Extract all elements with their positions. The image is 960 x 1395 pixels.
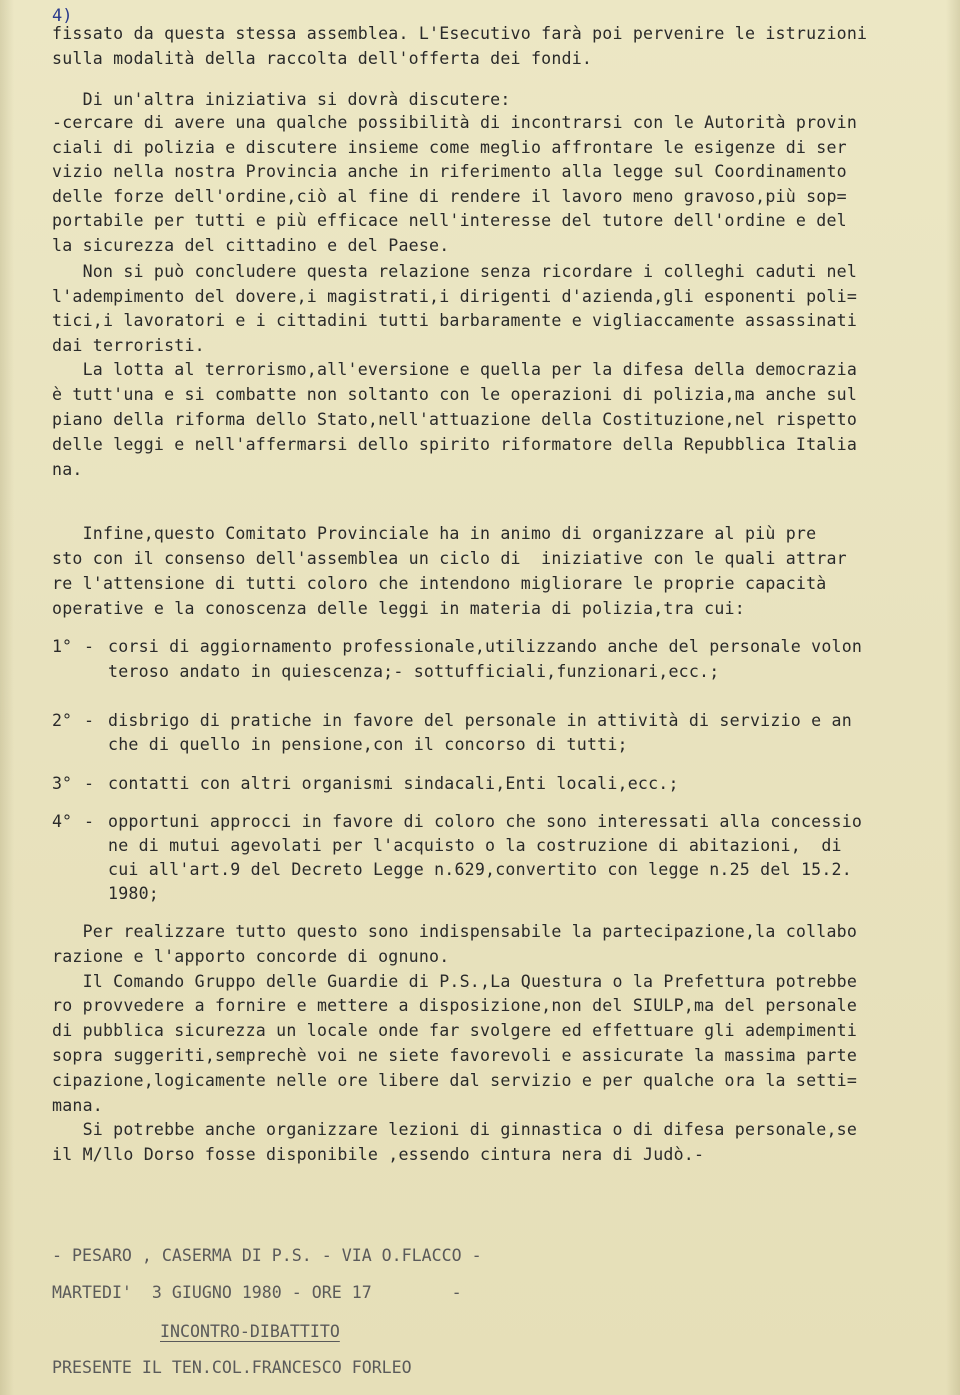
list-item-text: ne di mutui agevolati per l'acquisto o la costruzione di abitazioni, di [108,836,842,855]
list-item-text: cui all'art.9 del Decreto Legge n.629,convertito con legge n.25 del 15.2. [108,860,852,879]
text-line: na. [52,460,83,479]
list-item-number: 2° [52,711,72,730]
text-line: l'adempimento del dovere,i magistrati,i dirigenti d'azienda,gli esponenti poli= [52,287,858,306]
text-line: Il Comando Gruppo delle Guardie di P.S.,La Questura o la Prefettura potrebbe [52,972,858,991]
footer-place: - PESARO , CASERMA DI P.S. - VIA O.FLACCO - [52,1246,482,1265]
text-line: re l'attensione di tutti coloro che intendono migliorare le proprie capacità [52,574,827,593]
list-item-dash: - [84,637,94,656]
list-item-text: 1980; [108,884,159,903]
paper-edge-right [946,0,960,1395]
text-line: operative e la conoscenza delle leggi in materia di polizia,tra cui: [52,599,745,618]
text-line: cipazione,logicamente nelle ore libere dal servizio e per qualche ora la setti= [52,1071,858,1090]
list-item-text: corsi di aggiornamento professionale,utilizzando anche del personale volon [108,637,863,656]
text-line: ro provvedere a fornire e mettere a disposizione,non del SIULP,ma del personale [52,996,858,1015]
text-line: vizio nella nostra Provincia anche in riferimento alla legge sul Coordinamento [52,162,847,181]
footer-event-title: INCONTRO-DIBATTITO [160,1322,340,1341]
list-item-number: 3° [52,774,72,793]
list-item-dash: - [84,711,94,730]
text-line: piano della riforma dello Stato,nell'attuazione della Costituzione,nel rispetto [52,410,858,429]
list-item-text: teroso andato in quiescenza;- sottufficiali,funzionari,ecc.; [108,662,720,681]
text-line: è tutt'una e si combatte non soltanto con le operazioni di polizia,ma anche sul [52,385,858,404]
list-item-text: contatti con altri organismi sindacali,Enti locali,ecc.; [108,774,679,793]
text-line: Infine,questo Comitato Provinciale ha in animo di organizzare al più pre [52,524,817,543]
list-item-number: 1° [52,637,72,656]
text-line: sto con il consenso dell'assemblea un ciclo di iniziative con le quali attrar [52,549,847,568]
text-line: ciali di polizia e discutere insieme come meglio affrontare le esigenze di ser [52,138,847,157]
text-line: Si potrebbe anche organizzare lezioni di ginnastica o di difesa personale,se [52,1120,858,1139]
text-line: portabile per tutti e più efficace nell'interesse del tutore dell'ordine e del [52,211,847,230]
text-line: di pubblica sicurezza un locale onde far svolgere ed effettuare gli adempimenti [52,1021,858,1040]
page-number: 4) [52,6,73,26]
text-line: la sicurezza del cittadino e del Paese. [52,236,450,255]
text-line: delle forze dell'ordine,ciò al fine di rendere il lavoro meno gravoso,più sop= [52,187,847,206]
text-line: mana. [52,1096,103,1115]
text-line: sulla modalità della raccolta dell'offerta dei fondi. [52,49,593,68]
footer-guest: PRESENTE IL TEN.COL.FRANCESCO FORLEO [52,1358,412,1377]
text-line: fissato da questa stessa assemblea. L'Esecutivo farà poi pervenire le istruzioni [52,24,868,43]
list-item-number: 4° [52,812,72,831]
paper-edge-left [0,0,14,1395]
list-item-dash: - [84,774,94,793]
text-line: tici,i lavoratori e i cittadini tutti barbaramente e vigliaccamente assassinati [52,311,858,330]
text-line: -cercare di avere una qualche possibilità di incontrarsi con le Autorità provin [52,113,858,132]
list-item-dash: - [84,812,94,831]
text-line: La lotta al terrorismo,all'eversione e quella per la difesa della democrazia [52,360,858,379]
list-item-text: che di quello in pensione,con il concorso di tutti; [108,735,628,754]
text-line: Di un'altra iniziativa si dovrà discutere: [52,90,511,109]
text-line: razione e l'apporto concorde di ognuno. [52,947,450,966]
text-line: Per realizzare tutto questo sono indispensabile la partecipazione,la collabo [52,922,858,941]
list-item-text: opportuni approcci in favore di coloro che sono interessati alla concessio [108,812,863,831]
text-line: sopra suggeriti,semprechè voi ne siete favorevoli e assicurate la massima parte [52,1046,858,1065]
text-line: Non si può concludere questa relazione senza ricordare i colleghi caduti nel [52,262,858,281]
text-line: delle leggi e nell'affermarsi dello spirito riformatore della Repubblica Italia [52,435,858,454]
list-item-text: disbrigo di pratiche in favore del personale in attività di servizio e an [108,711,852,730]
text-line: dai terroristi. [52,336,205,355]
footer-date: MARTEDI' 3 GIUGNO 1980 - ORE 17 - [52,1283,462,1302]
text-line: il M/llo Dorso fosse disponibile ,essendo cintura nera di Judò.- [52,1145,705,1164]
